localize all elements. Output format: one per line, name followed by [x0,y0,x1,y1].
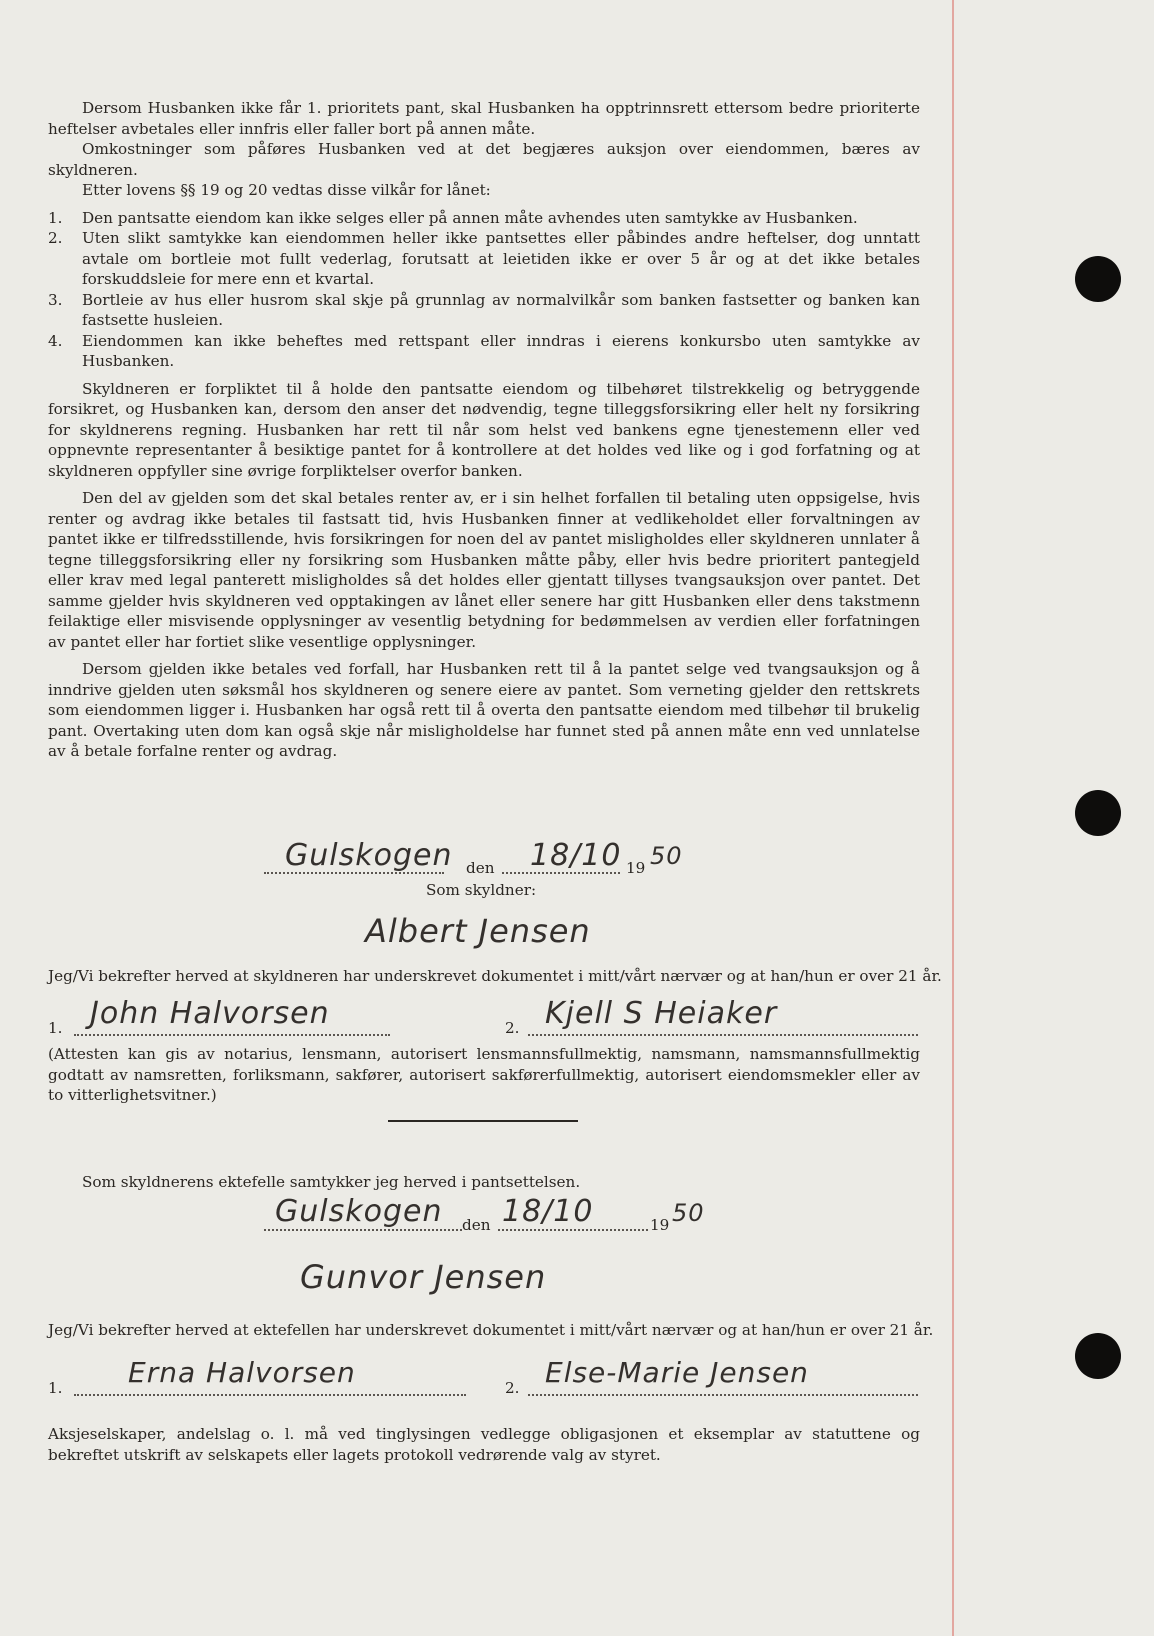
spouse-witness-signature-2: Else-Marie Jensen [545,1356,809,1389]
punch-hole-top [1075,256,1121,302]
spouse-place-line [264,1229,462,1231]
footer-note-block [48,1424,920,1465]
handwritten-year: 50 [650,842,683,870]
paragraph-enforcement: Dersom gjelden ikke betales ved forfall, har Husbanken rett til å la pantet selge ved tvangsauksjon og å inndrive gjelden uten søksmål hos skyldneren og senere eiere av pantet. Som verneting gjelder den rettskrets som eiendommen ligger i. Husbanken har også rett til å overta den pantsatte eiendom med tilbehør til brukelig pant. Overtaking uten dom kan også skje når misligholdelse har funnet sted på annen måte enn ved unnlatelse av å betale forfalne renter og avdrag. [48,660,920,760]
role-label-debtor: Som skyldner: [426,881,537,899]
witness-line-2 [528,1034,918,1036]
witness-label-2: 2. [505,1019,520,1037]
list-number: 2. [48,229,63,247]
spouse-den-label: den [462,1216,491,1234]
witness-signature-2: Kjell S Heiaker [545,996,778,1031]
year-prefix: 19 [626,859,646,877]
spouse-consent-text: Som skyldnerens ektefelle samtykker jeg herved i pantsettelsen. [82,1173,581,1191]
handwritten-date: 18/10 [530,838,622,873]
den-label: den [466,859,495,877]
spouse-witness-line-1 [74,1394,466,1396]
spouse-witness-signature-1: Erna Halvorsen [128,1356,356,1389]
attestation-note: (Attesten kan gis av notarius, lensmann, autorisert lensmannsfullmektig, namsmann, namsmannsfullmektig godtatt av namsretten, forliksmann, sakfører, autorisert sakførerfullmektig, autorisert eiendomsmekler eller av to vitterlighetsvitner.) [48,1045,920,1104]
list-text: Den pantsatte eiendom kan ikke selges eller på annen måte avhendes uten samtykke av Husbanken. [82,208,858,227]
list-text: Eiendommen kan ikke beheftes med rettspant eller inndras i eierens konkursbo uten samtykke av Husbanken. [82,331,920,370]
paragraph-insurance: Skyldneren er forpliktet til å holde den pantsatte eiendom og tilbehøret tilstrekkelig og betryggende forsikret, og Husbanken kan, dersom den anser det nødvendig, tegne tilleggsforsikring eller helt ny forsikring for skyldnerens regning. Husbanken har rett til når som helst ved bankens egne tjenestemenn eller ved oppnevnte representanter å besiktige pantet for å kontrollere at det holdes ved like og i god forfatning og at skyldneren oppfyller sine øvrige forpliktelser overfor banken. [48,379,920,480]
paragraph-default: Den del av gjelden som det skal betales renter av, er i sin helhet forfallen til betaling uten oppsigelse, hvis renter og avdrag ikke betales til fastsatt tid, hvis Husbanken finner at vedlikeholdet eller forvaltningen av pantet ikke er tilfredsstillende, hvis forsikringen for noen del av pantet misligholdes eller skyldneren unnlater å tegne tilleggsforsikring eller ny forsikring som Husbanken måtte påby, eller hvis bedre prioritert pantegjeld eller krav med legal panterett misligholdes så det holdes eller gjentatt tillyses tvangsauksjon over pantet. Det samme gjelder hvis skyldneren ved opptakingen av lånet eller senere har gitt Husbanken eller dens takstmenn feilaktige eller misvisende opplysninger av vesentlig betydning for bedømmelsen av verdien eller forfatningen av pantet eller har fortiet slike vesentlige opplysninger. [48,489,920,651]
list-number: 1. [48,208,63,227]
paragraph-conditions-intro: Etter lovens §§ 19 og 20 vedtas disse vilkår for lånet: [82,181,491,199]
spouse-witness-label-2: 2. [505,1379,520,1397]
spouse-date-line [498,1229,648,1231]
footer-note: Aksjeselskaper, andelslag o. l. må ved tinglysingen vedlegge obligasjonen et eksemplar av statuttene og bekreftet utskrift av selskapets eller lagets protokoll vedrørende valg av styret. [48,1425,920,1464]
section-divider [388,1120,578,1122]
red-margin-line [952,0,954,1636]
witness-label-1: 1. [48,1019,63,1037]
spouse-signature: Gunvor Jensen [300,1258,547,1296]
punch-hole-bottom [1075,1333,1121,1379]
attestation-note-block [48,1044,920,1106]
handwritten-place: Gulskogen [285,838,453,873]
spouse-handwritten-date: 18/10 [502,1194,594,1229]
spouse-witness-line-2 [528,1394,918,1396]
punch-hole-middle [1075,790,1121,836]
paragraph-priority: Dersom Husbanken ikke får 1. prioritets pant, skal Husbanken ha opptrinnsrett ettersom bedre prioriterte heftelser avbetales eller innfris eller faller bort på annen måte. [48,99,920,138]
list-number: 4. [48,331,63,350]
paragraph-costs: Omkostninger som påføres Husbanken ved at det begjæres auksjon over eiendommen, bæres av skyldneren. [48,140,920,179]
debtor-signature: Albert Jensen [365,912,591,950]
list-item [48,228,920,290]
conditions-list [48,208,920,372]
loan-terms-text [48,98,920,762]
list-item [48,331,920,372]
spouse-witness-label-1: 1. [48,1379,63,1397]
spouse-handwritten-place: Gulskogen [275,1194,443,1229]
list-number: 3. [48,290,63,309]
list-text: Uten slikt samtykke kan eiendommen heller ikke pantsettes eller påbindes andre heftelser, dog unntatt avtale om bortleie mot fullt vederlag, forutsatt at leietiden ikke er over 5 år og at det ikke betales forskuddsleie for mere enn et kvartal. [82,229,920,288]
spouse-year-prefix: 19 [650,1216,670,1234]
spouse-handwritten-year: 50 [672,1199,705,1227]
witness-statement-debtor: Jeg/Vi bekrefter herved at skyldneren har underskrevet dokumentet i mitt/vårt nærvær og at han/hun er over 21 år. [48,967,942,985]
list-text: Bortleie av hus eller husrom skal skje på grunnlag av normalvilkår som banken fastsetter og banken kan fastsette husleien. [82,290,920,329]
list-item [48,208,920,229]
list-item [48,290,920,331]
witness-line-1 [74,1034,390,1036]
witness-signature-1: John Halvorsen [90,996,330,1031]
witness-statement-spouse: Jeg/Vi bekrefter herved at ektefellen har underskrevet dokumentet i mitt/vårt nærvær og at han/hun er over 21 år. [48,1321,934,1339]
